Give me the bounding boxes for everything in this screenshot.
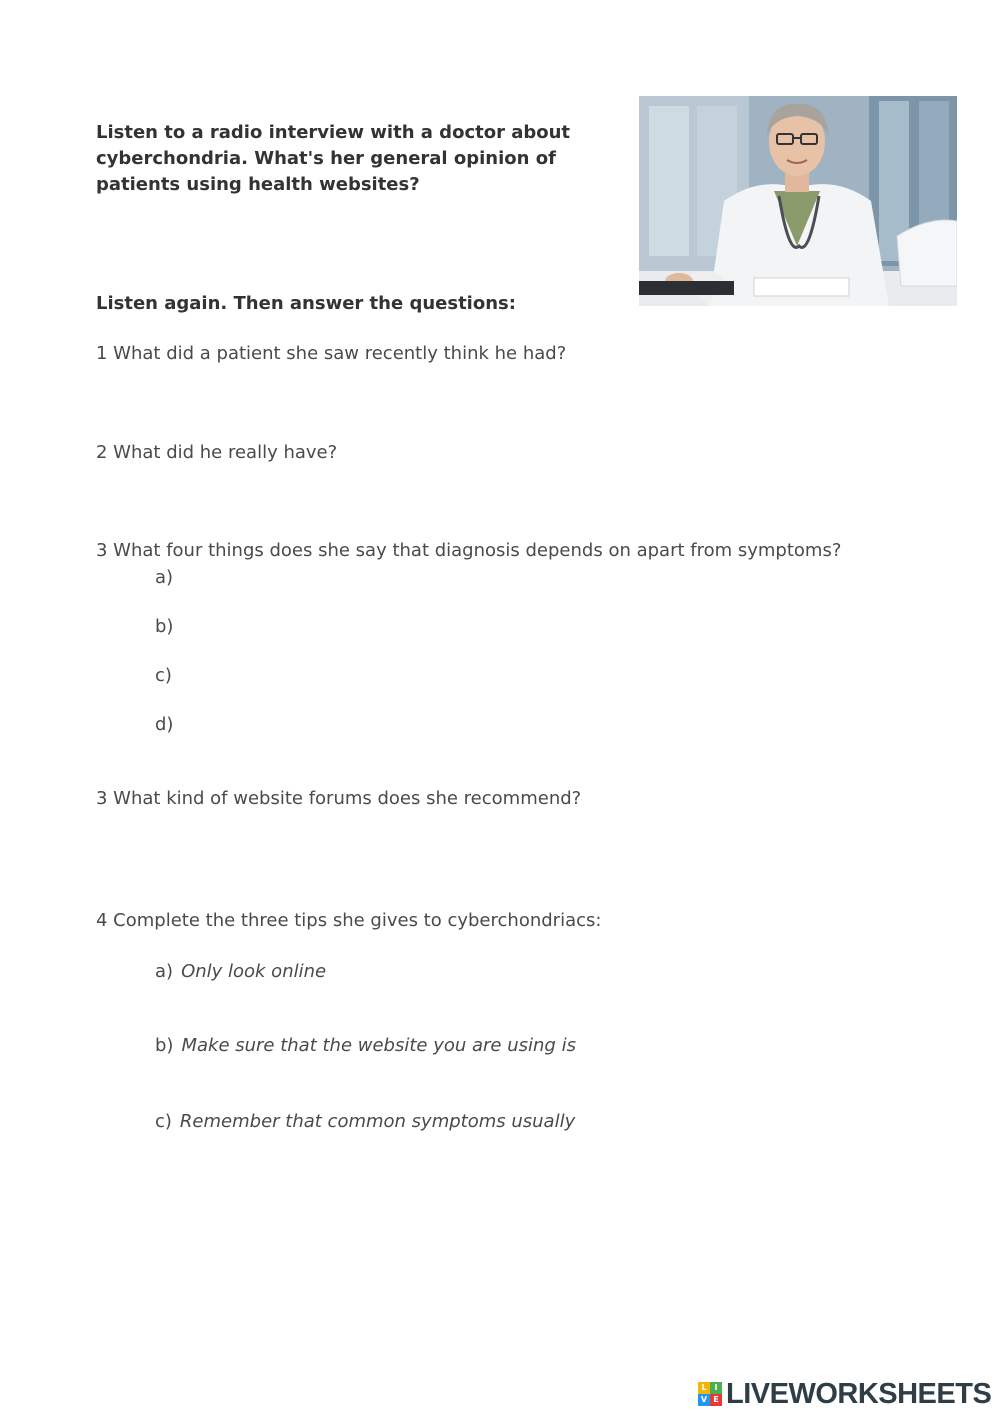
tip-a-text: Only look online bbox=[181, 961, 327, 982]
question-1: 1 What did a patient she saw recently think he had? bbox=[96, 343, 567, 364]
question-3: 3 What four things does she say that diagnosis depends on apart from symptoms? bbox=[96, 540, 842, 561]
logo-mark-icon bbox=[698, 1382, 722, 1406]
question-3-item-a: a) bbox=[155, 567, 174, 588]
question-4: 4 Complete the three tips she gives to cyberchondriacs: bbox=[96, 910, 602, 931]
logo-text: LIVEWORKSHEETS bbox=[726, 1377, 992, 1410]
question-3b: 3 What kind of website forums does she recommend? bbox=[96, 788, 582, 809]
tip-c-letter: c) bbox=[155, 1111, 172, 1132]
tip-a bbox=[155, 961, 326, 982]
logo-mark-letter: I bbox=[710, 1382, 722, 1394]
question-3-item-b: b) bbox=[155, 616, 174, 637]
doctor-photo bbox=[639, 96, 957, 306]
tip-b-text: Make sure that the website you are using is bbox=[181, 1035, 576, 1056]
tip-c-text: Remember that common symptoms usually bbox=[179, 1111, 576, 1132]
logo-mark-letter: E bbox=[710, 1394, 722, 1406]
tip-c bbox=[155, 1111, 575, 1132]
instruction-heading: Listen again. Then answer the questions: bbox=[96, 293, 516, 314]
logo-mark-letter: L bbox=[698, 1382, 710, 1394]
liveworksheets-logo[interactable] bbox=[698, 1378, 991, 1410]
question-3-item-d: d) bbox=[155, 714, 174, 735]
tip-b-letter: b) bbox=[155, 1035, 174, 1056]
question-2: 2 What did he really have? bbox=[96, 442, 338, 463]
question-3-item-c: c) bbox=[155, 665, 172, 686]
logo-mark-letter: V bbox=[698, 1394, 710, 1406]
tip-b bbox=[155, 1035, 576, 1056]
intro-paragraph: Listen to a radio interview with a doctor about cyberchondria. What's her general opinion of patients using health websites? bbox=[96, 122, 571, 195]
tip-a-letter: a) bbox=[155, 961, 174, 982]
